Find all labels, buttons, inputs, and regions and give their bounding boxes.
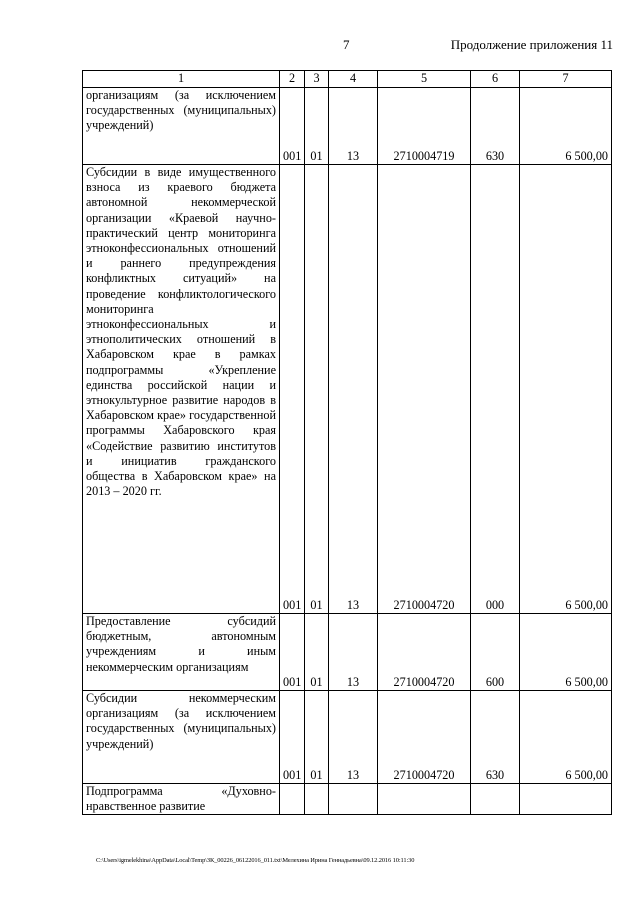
column-header: 7 bbox=[520, 71, 612, 88]
section-code-cell bbox=[305, 784, 329, 815]
table-row bbox=[83, 88, 612, 165]
column-header: 5 bbox=[378, 71, 471, 88]
expense-type-cell: 630 bbox=[471, 88, 520, 165]
expense-type-cell: 000 bbox=[471, 165, 520, 614]
target-article-cell: 2710004719 bbox=[378, 88, 471, 165]
target-article-cell: 2710004720 bbox=[378, 165, 471, 614]
expense-type-cell bbox=[471, 784, 520, 815]
row-name-cell: Субсидии в виде имущественного взноса из краевого бюджета автономной некоммерческой организации «Краевой научно-практический центр мониторинга этноконфессиональных отношений и раннего предупреждения конфликтных ситуаций» на проведение конфликтологического мониторинга этноконфессиональных и этнополитических отношений в Хабаровском крае в рамках подпрограммы «Укрепление единства российской нации и этнокультурное развитие народов в Хабаровском крае» государственной программы Хабаровского края «Содействие развитию институтов и инициатив гражданского общества в Хабаровском крае» на 2013 – 2020 гг. bbox=[83, 165, 280, 614]
row-name-cell: Подпрограмма «Духовно-нравственное развитие bbox=[83, 784, 280, 815]
column-header: 1 bbox=[83, 71, 280, 88]
subsection-code-cell bbox=[329, 784, 378, 815]
section-code-cell: 01 bbox=[305, 691, 329, 784]
table-row bbox=[83, 614, 612, 691]
table-row bbox=[83, 691, 612, 784]
column-header: 6 bbox=[471, 71, 520, 88]
subsection-code-cell: 13 bbox=[329, 614, 378, 691]
ministry-code-cell: 001 bbox=[280, 614, 305, 691]
page-number: 7 bbox=[343, 37, 350, 52]
target-article-cell: 2710004720 bbox=[378, 691, 471, 784]
section-code-cell: 01 bbox=[305, 88, 329, 165]
subsection-code-cell: 13 bbox=[329, 88, 378, 165]
amount-cell: 6 500,00 bbox=[520, 88, 612, 165]
amount-cell bbox=[520, 784, 612, 815]
row-name-cell: Субсидии некоммерческим организациям (за исключением государственных (муниципальных) учреждений) bbox=[83, 691, 280, 784]
appendix-continuation-title: Продолжение приложения 11 bbox=[450, 37, 613, 52]
row-name-cell: Предоставление субсидий бюджетным, автономным учреждениям и иным некоммерческим организациям bbox=[83, 614, 280, 691]
ministry-code-cell bbox=[280, 784, 305, 815]
subsection-code-cell: 13 bbox=[329, 691, 378, 784]
budget-table bbox=[82, 70, 612, 815]
column-header: 2 bbox=[280, 71, 305, 88]
section-code-cell: 01 bbox=[305, 165, 329, 614]
amount-cell: 6 500,00 bbox=[520, 165, 612, 614]
column-number-row bbox=[83, 71, 612, 88]
column-header: 3 bbox=[305, 71, 329, 88]
target-article-cell: 2710004720 bbox=[378, 614, 471, 691]
ministry-code-cell: 001 bbox=[280, 165, 305, 614]
table-row bbox=[83, 784, 612, 815]
amount-cell: 6 500,00 bbox=[520, 691, 612, 784]
subsection-code-cell: 13 bbox=[329, 165, 378, 614]
file-path-footer: C:\Users\igmelekhina\AppData\Local\Temp\ЗК_00226_06122016_011.txt\Мелехина Ирина Геннадьевна\09.12.2016 10:11:30 bbox=[96, 857, 415, 864]
target-article-cell bbox=[378, 784, 471, 815]
row-name-cell: организациям (за исключением государственных (муниципальных) учреждений) bbox=[83, 88, 280, 165]
table-row bbox=[83, 165, 612, 614]
ministry-code-cell: 001 bbox=[280, 691, 305, 784]
section-code-cell: 01 bbox=[305, 614, 329, 691]
column-header: 4 bbox=[329, 71, 378, 88]
expense-type-cell: 600 bbox=[471, 614, 520, 691]
ministry-code-cell: 001 bbox=[280, 88, 305, 165]
amount-cell: 6 500,00 bbox=[520, 614, 612, 691]
expense-type-cell: 630 bbox=[471, 691, 520, 784]
